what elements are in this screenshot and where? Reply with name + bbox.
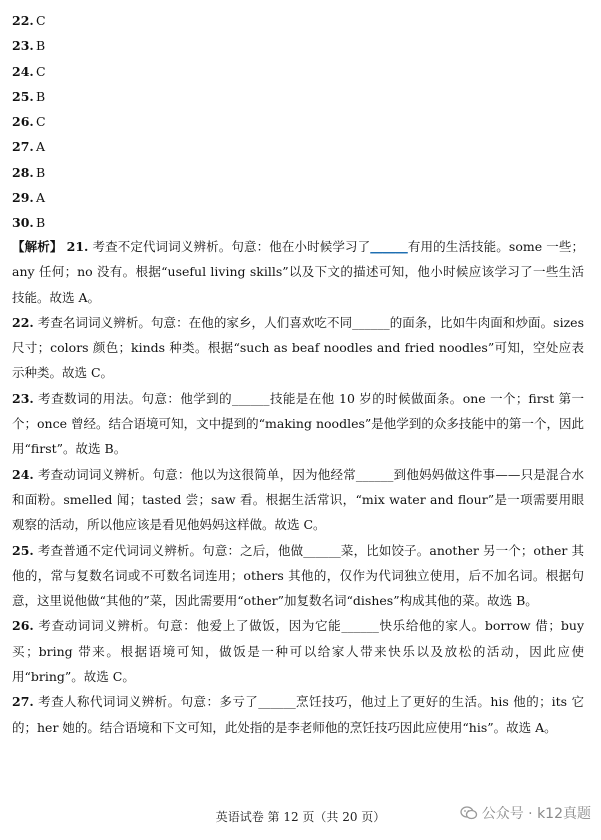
analysis-paragraph-25 bbox=[12, 538, 584, 614]
question-number: 24. bbox=[12, 466, 34, 482]
page-footer: 英语试卷 第 12 页（共 20 页） bbox=[215, 810, 386, 824]
answer-row bbox=[12, 160, 46, 185]
analysis-text: 有用的生活技能。some 一些；any 任何；no 没有。根据“useful living skills”以及下文的描述可知，他小时候应该学习了一些生活技能。故选 A。 bbox=[12, 239, 584, 305]
analysis-text: 考查名词词义辨析。句意：在他的家乡，人们喜欢吃不同______的面条，比如牛肉面和炒面。sizes 尺寸；colors 颜色；kinds 种类。根据“such as beaf noodles and fried noodles”可知，空处应表示种类。故选 C。 bbox=[12, 314, 584, 381]
analysis-paragraph-26 bbox=[12, 613, 584, 689]
question-number: 27. bbox=[12, 694, 34, 710]
answer-value: C bbox=[36, 114, 46, 130]
analysis-paragraph-24 bbox=[12, 462, 584, 538]
answer-value: C bbox=[36, 63, 46, 79]
answer-value: B bbox=[36, 164, 46, 180]
analysis-text: 考查普通不定代词词义辨析。句意：之后，他做______菜，比如饺子。another 另一个；other 其他的，常与复数名词或不可数名词连用；others 其他的，仅作为代词独立使用，后不加名词。根据句意，这里说他做“其他的”菜，因此需要用“other”加复数名词“dishes”构成其他的菜。故选 B。 bbox=[12, 542, 584, 609]
answer-list bbox=[12, 8, 46, 236]
analysis-tag: 【解析】 bbox=[12, 239, 63, 254]
answer-number: 29. bbox=[12, 190, 34, 206]
question-number: 25. bbox=[12, 542, 34, 558]
answer-value: A bbox=[36, 190, 46, 206]
answer-row bbox=[12, 109, 46, 134]
analysis-paragraph-27 bbox=[12, 689, 584, 740]
analysis-text: 考查动词词义辨析。句意：他以为这很简单，因为他经常______到他妈妈做这件事——只是混合水和面粉。smelled 闻；tasted 尝；saw 看。根据生活常识，“mix water and flour”是一项需要用眼观察的活动，所以他应该是看见他妈妈这样做。故选 C。 bbox=[12, 466, 584, 533]
answer-value: A bbox=[36, 139, 46, 155]
question-number: 23. bbox=[12, 390, 34, 406]
analysis-paragraph-23 bbox=[12, 386, 584, 462]
analysis-text: 考查人称代词词义辨析。句意：多亏了______烹饪技巧，他过上了更好的生活。his 他的；its 它的；her 她的。结合语境和下文可知，此处指的是李老师他的烹饪技巧因此应使用“his”。故选 A。 bbox=[12, 694, 584, 735]
analysis-text: 考查数词的用法。句意：他学到的______技能是在他 10 岁的时候做面条。one 一个；first 第一个；once 曾经。结合语境可知，文中提到的“making noodles”是他学到的众多技能中的第一个，因此用“first”。故选 B。 bbox=[12, 390, 584, 457]
answer-number: 27. bbox=[12, 139, 34, 155]
answer-value: C bbox=[36, 13, 46, 28]
answer-value: B bbox=[36, 38, 46, 54]
analysis-text: 考查动词词义辨析。句意：他爱上了做饭，因为它能______快乐给他的家人。borrow 借；buy 买；bring 带来。根据语境可知，做饭是一种可以给家人带来快乐以及放松的活动，因此应使用“bring”。故选 C。 bbox=[12, 618, 584, 685]
answer-row bbox=[12, 134, 46, 159]
question-number: 26. bbox=[12, 618, 34, 634]
blank-line: ______ bbox=[370, 239, 408, 254]
answer-number: 28. bbox=[12, 164, 34, 180]
analysis-text: 考查不定代词词义辨析。句意：他在小时候学习了 bbox=[88, 239, 371, 254]
question-number: 21. bbox=[66, 239, 89, 254]
analysis-paragraph-22 bbox=[12, 310, 584, 386]
answer-number: 30. bbox=[12, 215, 34, 231]
answer-row bbox=[12, 185, 46, 210]
answer-number: 25. bbox=[12, 88, 34, 104]
answer-value: B bbox=[36, 88, 46, 104]
watermark-text: 公众号 · k12真题 bbox=[481, 806, 591, 822]
answer-row bbox=[12, 210, 46, 235]
answer-row bbox=[12, 59, 46, 84]
answer-value: B bbox=[36, 215, 46, 231]
analysis-section bbox=[12, 234, 584, 740]
answer-number: 26. bbox=[12, 114, 34, 130]
answer-row bbox=[12, 8, 46, 33]
watermark bbox=[460, 803, 591, 823]
question-number: 22. bbox=[12, 314, 34, 330]
answer-number: 22. bbox=[12, 13, 34, 28]
answer-row bbox=[12, 84, 46, 109]
answer-row bbox=[12, 33, 46, 58]
answer-number: 23. bbox=[12, 38, 34, 54]
wechat-icon bbox=[460, 804, 478, 822]
analysis-paragraph-21 bbox=[12, 234, 584, 310]
answer-number: 24. bbox=[12, 63, 34, 79]
